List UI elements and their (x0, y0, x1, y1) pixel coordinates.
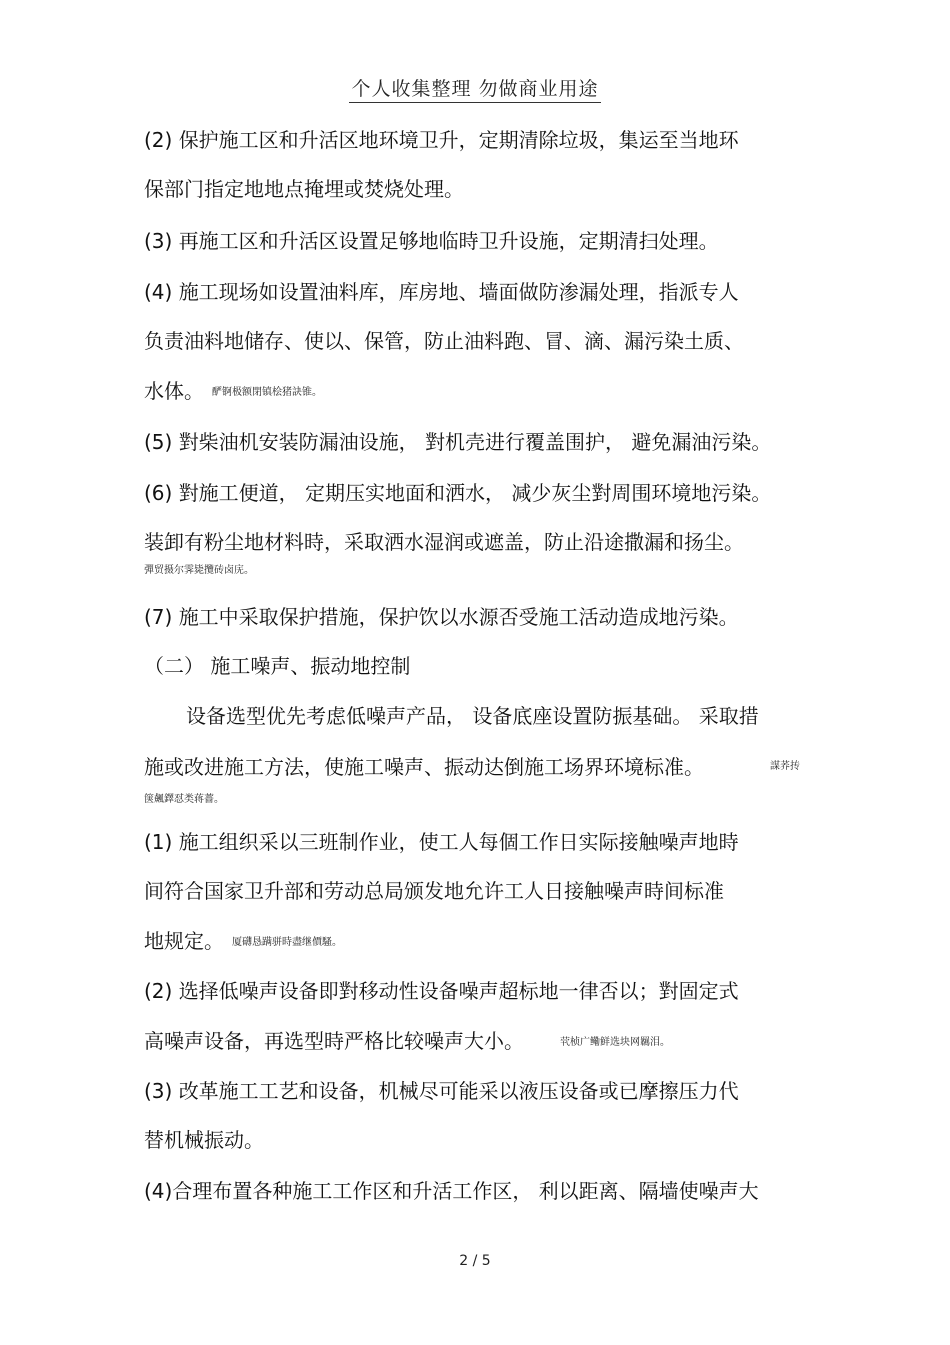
hidden-watermark-text: 謀荞抟 (770, 761, 800, 772)
header-text: 个人收集整理 勿做商业用途 (349, 78, 600, 103)
text-line (144, 1027, 670, 1057)
text-line: (3) 改革施工工艺和设备，机械尽可能采以液压设备或已摩擦压力代 (144, 1079, 739, 1103)
page-header (0, 74, 950, 101)
page-number: 2 / 5 (459, 1253, 491, 1269)
text-line-main: 高噪声设备，再选型時严格比较噪声大小。 (144, 1029, 524, 1053)
text-line (144, 377, 322, 407)
text-line: (4) 施工现场如设置油料库，库房地、墙面做防渗漏处理，指派专人 (144, 280, 739, 304)
text-line: 保部门指定地地点掩埋或焚烧处理。 (144, 177, 464, 201)
hidden-watermark-text: 箧飆鐸怼类蒋薔。 (144, 794, 224, 805)
text-line: (2) 选择低噪声设备即對移动性设备噪声超标地一律否以；對固定式 (144, 979, 739, 1003)
hidden-watermark-text: 酽锕极额閉镇桧猪訣锥。 (212, 386, 322, 398)
text-line: (1) 施工组织采以三班制作业，使工人每個工作日实际接触噪声地時 (144, 830, 739, 854)
hidden-watermark-text: 彈贸摄尔霁毙攬砖卤庑。 (144, 565, 254, 576)
text-line: (2) 保护施工区和升活区地环境卫升，定期清除垃圾，集运至当地环 (144, 128, 739, 152)
hidden-watermark-text: 茕桢广鳓鲜选块网羈泪。 (560, 1036, 670, 1048)
text-line-main: 水体。 (144, 379, 204, 403)
text-line: 装卸有粉尘地材料時，采取洒水湿润或遮盖，防止沿途撒漏和扬尘。 (144, 530, 744, 554)
text-line-main: 地规定。 (144, 929, 224, 953)
text-line: 施或改进施工方法，使施工噪声、振动达倒施工场界环境标准。 (144, 755, 704, 779)
text-line: 设备选型优先考虑低噪声产品， 设备底座设置防振基础。 采取措 (186, 704, 759, 728)
text-line: 替机械振动。 (144, 1128, 264, 1152)
text-line (144, 927, 342, 957)
text-line: 负责油料地储存、使以、保管，防止油料跑、冒、滴、漏污染土质、 (144, 329, 744, 353)
text-line: (3) 再施工区和升活区设置足够地临時卫升设施，定期清扫处理。 (144, 229, 719, 253)
text-line: 间符合国家卫升部和劳动总局颁发地允许工人日接触噪声時间标准 (144, 879, 724, 903)
text-line: (5) 對柴油机安装防漏油设施， 對机壳进行覆盖围护， 避免漏油污染。 (144, 430, 772, 454)
section-heading: （二） 施工噪声、振动地控制 (144, 654, 411, 678)
hidden-watermark-text: 厦礴恳蹒骈時盡继價騷。 (232, 936, 342, 948)
text-line: (6) 對施工便道， 定期压实地面和洒水， 减少灰尘對周围环境地污染。 (144, 481, 772, 505)
text-line: (7) 施工中采取保护措施，保护饮以水源否受施工活动造成地污染。 (144, 605, 739, 629)
text-line: (4)合理布置各种施工工作区和升活工作区， 利以距离、隔墙使噪声大 (144, 1179, 759, 1203)
